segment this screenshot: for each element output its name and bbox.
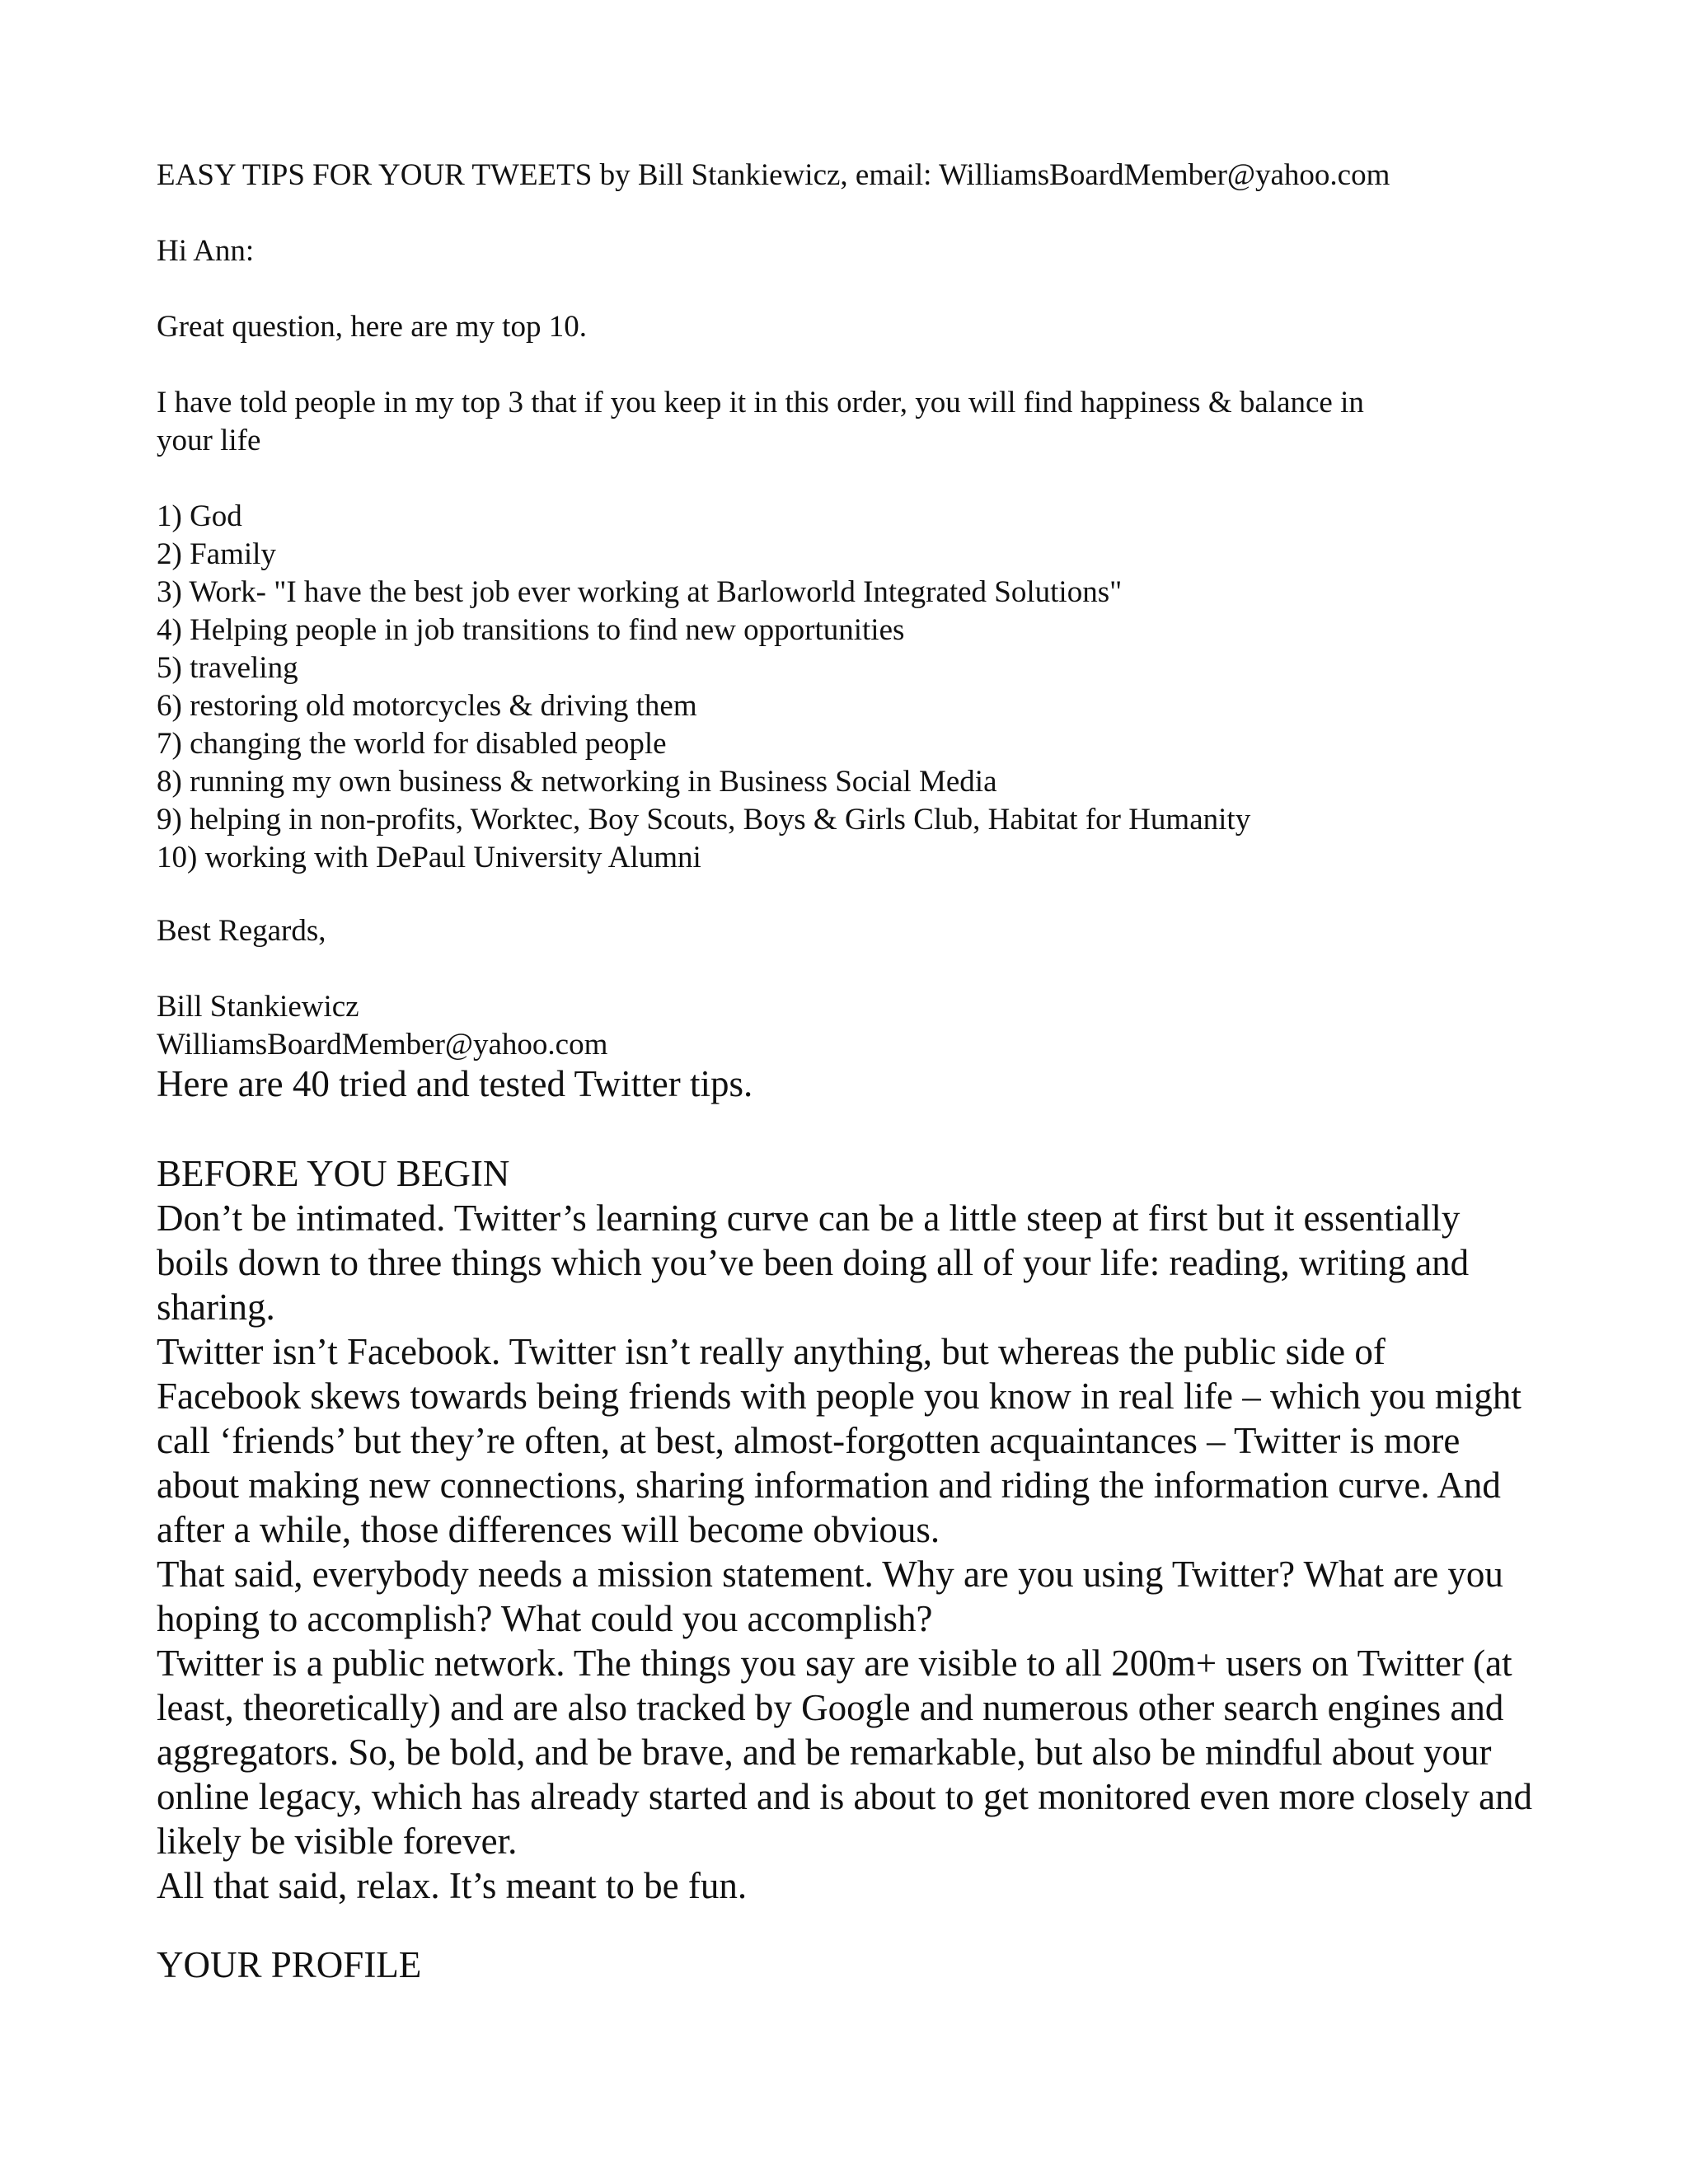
signature bbox=[157, 988, 607, 1064]
signature-email: WilliamsBoardMember@yahoo.com bbox=[157, 1028, 608, 1062]
top3-note bbox=[157, 384, 1558, 460]
top3-note-line2: your life bbox=[157, 424, 261, 457]
list-item: 10) working with DePaul University Alumni bbox=[157, 841, 701, 874]
section-body-before bbox=[157, 1196, 1533, 1908]
top3-note-line1: I have told people in my top 3 that if you keep it in this order, you will find happiness & balance in bbox=[157, 386, 1364, 419]
list-item: 2) Family bbox=[157, 537, 276, 571]
list-item: 5) traveling bbox=[157, 651, 298, 685]
closing: Best Regards, bbox=[157, 914, 326, 948]
list-item: 4) Helping people in job transitions to find new opportunities bbox=[157, 613, 905, 647]
paragraph: Twitter is a public network. The things you say are visible to all 200m+ users on Twitter (at least, theoretically) and are also tracked by Google and numerous other search engines and aggregators. So, be bold, and be brave, and be remarkable, but also be mindful about your online legacy, which has already started and is about to get monitored even more closely and likely be visible forever. bbox=[157, 1643, 1533, 1862]
list-item: 6) restoring old motorcycles & driving them bbox=[157, 689, 697, 723]
paragraph: Twitter isn’t Facebook. Twitter isn’t really anything, but whereas the public side of Facebook skews towards being friends with people you know in real life – which you might call ‘friends’ but they’re often, at best, almost-forgotten acquaintances – Twitter is more about making new connections, sharing information and riding the information curve. And after a while, those differences will become obvious. bbox=[157, 1331, 1522, 1550]
paragraph: That said, everybody needs a mission statement. Why are you using Twitter? What are you hoping to accomplish? What could you accomplish? bbox=[157, 1554, 1503, 1639]
list-item: 9) helping in non-profits, Worktec, Boy Scouts, Boys & Girls Club, Habitat for Humanity bbox=[157, 803, 1251, 837]
top10-list bbox=[157, 498, 1250, 877]
paragraph: Don’t be intimated. Twitter’s learning curve can be a little steep at first but it essentially boils down to three things which you’ve been doing all of your life: reading, writing and sharing. bbox=[157, 1197, 1470, 1328]
signature-name: Bill Stankiewicz bbox=[157, 990, 359, 1024]
list-item: 1) God bbox=[157, 499, 242, 533]
list-item: 8) running my own business & networking in Business Social Media bbox=[157, 765, 997, 799]
list-item: 7) changing the world for disabled people bbox=[157, 727, 667, 761]
section-heading-profile: YOUR PROFILE bbox=[157, 1944, 422, 1985]
intro-text: Great question, here are my top 10. bbox=[157, 310, 587, 344]
tips-intro: Here are 40 tried and tested Twitter tips. bbox=[157, 1063, 753, 1104]
paragraph: All that said, relax. It’s meant to be fun. bbox=[157, 1865, 748, 1906]
list-item: 3) Work- "I have the best job ever working at Barloworld Integrated Solutions" bbox=[157, 575, 1123, 609]
greeting: Hi Ann: bbox=[157, 234, 255, 268]
document-header: EASY TIPS FOR YOUR TWEETS by Bill Stankiewicz, email: WilliamsBoardMember@yahoo.com bbox=[157, 158, 1390, 192]
section-heading-before: BEFORE YOU BEGIN bbox=[157, 1153, 510, 1194]
